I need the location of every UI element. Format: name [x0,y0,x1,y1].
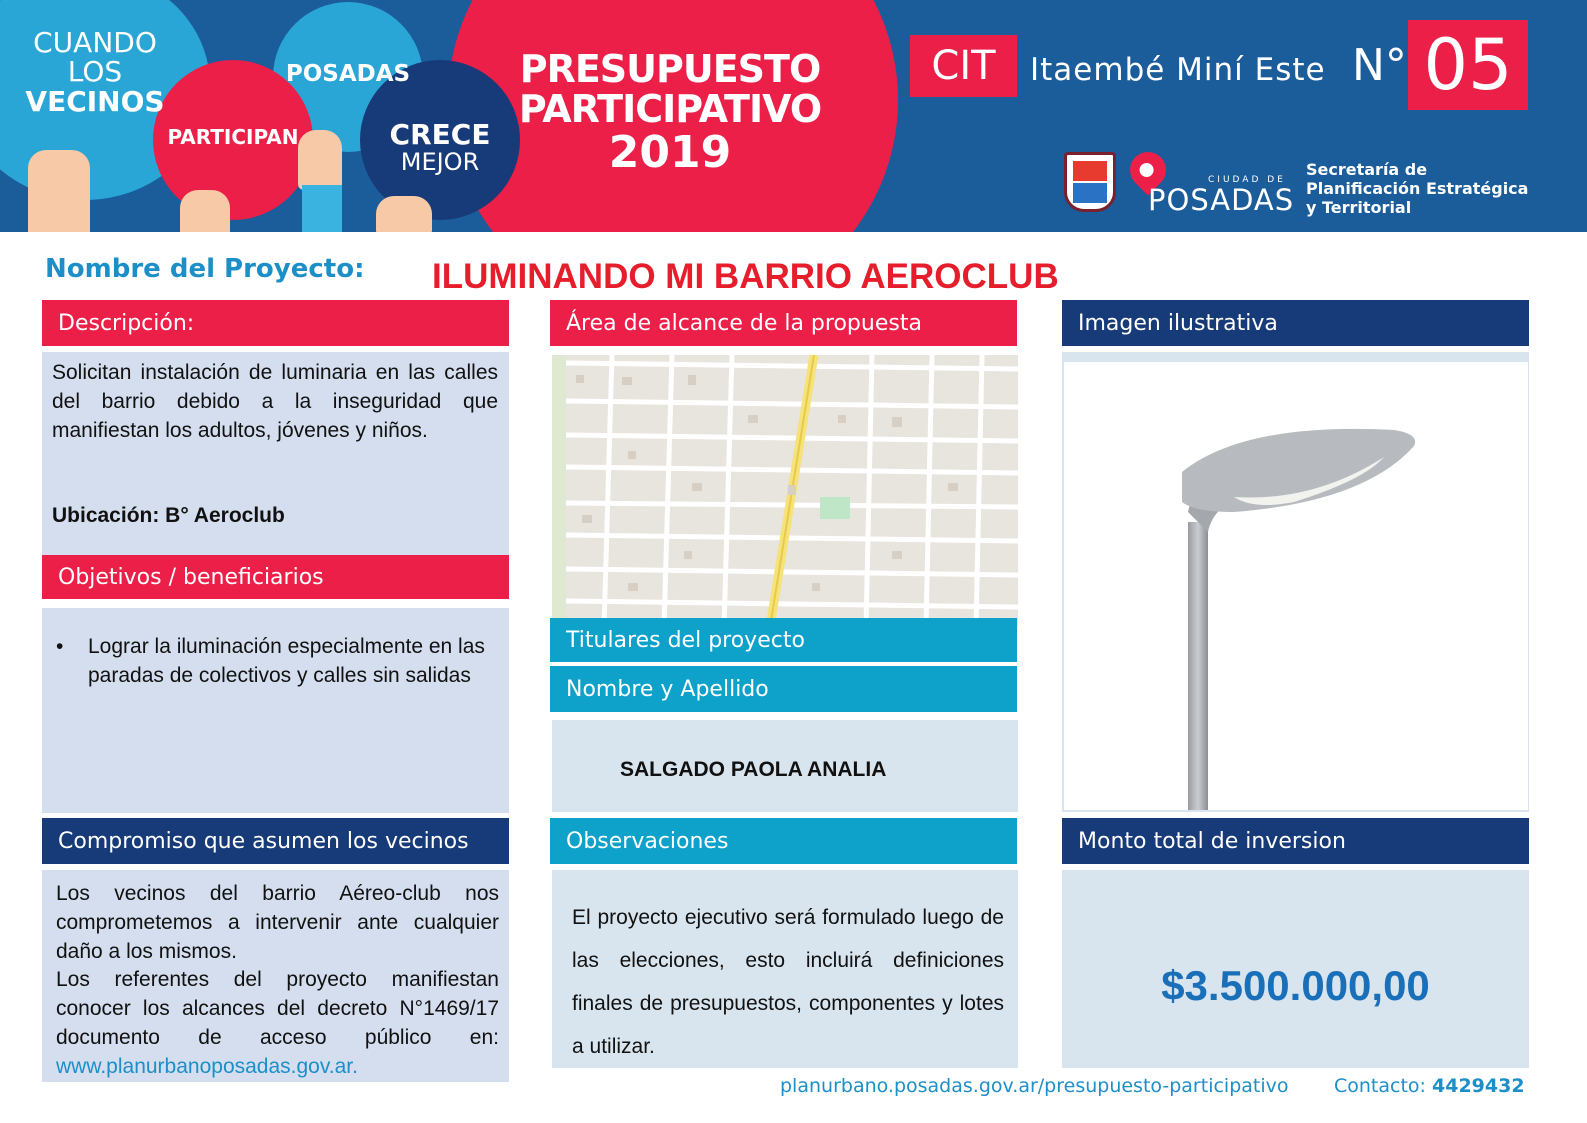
project-name-label: Nombre del Proyecto: [45,254,365,284]
titulares-header: Titulares del proyecto [550,618,1017,662]
decree-link[interactable]: www.planurbanoposadas.gov.ar. [56,1055,358,1078]
compromiso-header: Compromiso que asumen los vecinos [42,818,509,864]
project-name: ILUMINANDO MI BARRIO AEROCLUB [432,257,1059,296]
hand-illustration [376,196,432,232]
ciudad-de-text: CIUDAD DE [1208,175,1286,185]
area-header: Área de alcance de la propuesta [550,300,1017,346]
header-banner [0,0,1587,232]
posadas-text: POSADAS [285,61,411,87]
observaciones-text: El proyecto ejecutivo será formulado luego de las elecciones, esto incluirá definiciones finales de presupuestos, componentes y lotes a utilizar. [572,906,1004,1058]
contact-phone: 4429432 [1432,1075,1525,1097]
city-shield-icon [1064,152,1116,212]
posadas-logo: POSADAS [1148,183,1295,217]
project-number: 05 [1408,20,1528,110]
imagen-header: Imagen ilustrativa [1062,300,1529,346]
titular-name: SALGADO PAOLA ANALIA [620,758,887,781]
sleeve-illustration [302,185,342,232]
hand-illustration [180,190,230,232]
crece-text: CRECE [389,118,491,151]
compromiso-text-2: Los referentes del proyecto manifiestan conocer los alcances del decreto N°1469/17 documento de acceso público en: www.planurbanoposadas.gov.ar. [56,968,499,1078]
monto-header: Monto total de inversion [1062,818,1529,864]
hand-illustration [28,150,90,232]
barrio-name: Itaembé Miní Este [1030,52,1326,88]
bullet-icon: • [56,635,64,658]
participan-text: PARTICIPAN [167,125,299,149]
cit-badge: CIT [910,35,1017,97]
monto-value: $3.500.000,00 [1161,962,1430,1009]
imagen-area [1064,362,1528,810]
footer-url[interactable]: planurbano.posadas.gov.ar/presupuesto-participativo [780,1075,1289,1097]
mejor-text: MEJOR [400,148,480,176]
observaciones-header: Observaciones [550,818,1017,864]
street-lamp-image [1064,362,1528,810]
footer-contact: Contacto: 4429432 [1334,1075,1525,1097]
nombre-apellido-header: Nombre y Apellido [550,666,1017,712]
compromiso-text-1: Los vecinos del barrio Aéreo-club nos comprometemos a intervenir ante cualquier daño a los mismos. [56,882,499,963]
descripcion-header: Descripción: [42,300,509,346]
program-title: PRESUPUESTO PARTICIPATIVO [518,47,822,131]
objetivo-item: Lograr la iluminación especialmente en las paradas de colectivos y calles sin salidas [88,635,485,687]
ubicacion-text: Ubicación: B° Aeroclub [52,504,285,527]
numero-label: N° [1352,40,1407,91]
slogan-text: CUANDO LOS VECINOS [25,26,165,118]
objetivos-header: Objetivos / beneficiarios [42,555,509,599]
descripcion-text: Solicitan instalación de luminaria en las calles del barrio debido a la inseguridad que manifiestan los adultos, jóvenes y niños. [52,361,498,442]
street-map [552,355,1018,627]
area-map [552,355,1018,627]
secretaria-text: Secretaría de Planificación Estratégica y Territorial [1306,160,1529,217]
program-year: 2019 [608,127,732,178]
